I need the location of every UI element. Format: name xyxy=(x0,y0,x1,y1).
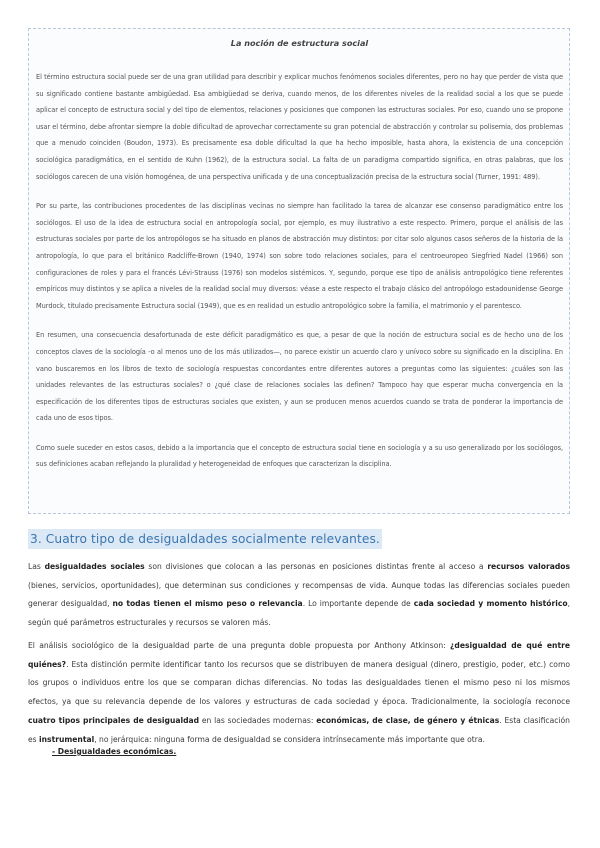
text-run: . Esta distinción permite identificar tanto los recursos que se distribuyen de manera desigual (dinero, prestigio, poder, etc.) como los grupos o individuos entre los que se comparan dichas diferencias. No todas las desigualdades tienen el mismo peso ni los mismos efectos, ya que su relevancia depende de los valores y estructuras de cada sociedad y época. Tradicionalmente, la sociología reconoce xyxy=(28,659,570,707)
bold-text: instrumental xyxy=(39,734,95,744)
box-title: La noción de estructura social xyxy=(230,38,369,48)
box-paragraph: Por su parte, las contribuciones procedentes de las disciplinas vecinas no siempre han facilitado la tarea de alcanzar ese consenso paradigmático entre los sociólogos. El uso de la idea de estructura social en antropología social, por ejemplo, es muy ilustrativo a este respecto. Primero, porque el análisis de las estructuras sociales por parte de los antropólogos se ha situado en planos de abstracción muy distintos: por citar solo algunos casos señeros de la historia de la antropología, lo que para el británico Radcliffe-Brown (1940, 1974) son sobre todo relaciones sociales, para el centroeuropeo Siegfried Nadel (1966) son configuraciones de roles y para el francés Lévi-Strauss (1976) son modelos sistémicos. Y, segundo, porque ese tipo de análisis antropológico tiene referentes empíricos muy distintos y se aplica a niveles de la realidad social muy diversos: véase a este respecto el trabajo clásico del antropólogo estadounidense George Murdock, titulado precisamente Estructura social (1949), que es en realidad un estudio antropológico sobre la familia, el matrimonio y el parentesco. xyxy=(36,202,563,310)
box-paragraph: En resumen, una consecuencia desafortunada de este déficit paradigmático es que, a pesar de que la noción de estructura social es de hecho uno de los conceptos claves de la sociología -o al menos uno de los más utilizados—, no parece existir un acuerdo claro y unívoco sobre su significado en la disciplina. En vano buscaremos en los libros de texto de sociología respuestas concordantes entre diferentes autores a preguntas como las siguientes: ¿cuáles son las unidades relevantes de las estructuras sociales? o ¿qué clase de relaciones sociales las definen? Tampoco hay que esperar mucha convergencia en la especificación de los diferentes tipos de estructuras sociales que existen, y aun se producen menos acuerdos cuando se trata de ponderar la importancia de cada uno de esos tipos. xyxy=(36,331,563,423)
text-run: son divisiones que colocan a las personas en posiciones distintas frente al acceso a xyxy=(144,562,488,571)
subheading-economic: - Desigualdades económicas. xyxy=(52,747,177,756)
bold-text: ¿desigualdad de qué entre quiénes? xyxy=(28,641,570,669)
box-paragraph: El término estructura social puede ser de una gran utilidad para describir y explicar muchos fenómenos sociales diferentes, pero no hay que perder de vista que su significado contiene bastante ambigüedad. Esa ambigüedad se deriva, cuando menos, de los diferentes niveles de la realidad social a los que se puede aplicar el concepto de estructura social y del tipo de elementos, relaciones y posiciones que componen las estructuras sociales. Por eso, cuando uno se propone usar el término, debe afrontar siempre la doble dificultad de aprovechar correctamente su gran potencial de abstracción y controlar su polisemia, dos problemas que a menudo coinciden (Boudon, 1973). Es precisamente esa doble dificultad la que ha hecho imposible, hasta ahora, la existencia de una concepción sociológica paradigmática, en el sentido de Kuhn (1962), de la estructura social. La falta de un paradigma compartido significa, en otras palabras, que los sociólogos carecen de una visión homogénea, de una perspectiva unificada y de una conceptualización precisa de la estructura social (Turner, 1991: 489). xyxy=(36,73,563,181)
body-paragraph-1 xyxy=(28,558,570,633)
text-run: , según qué parámetros estructurales y recursos se valoren más. xyxy=(28,599,570,628)
text-run: en las sociedades modernas: xyxy=(199,715,317,725)
text-run: Las xyxy=(28,562,45,571)
text-run: , no jerárquica: ninguna forma de desigualdad se considera intrínsecamente más importante que otra. xyxy=(94,734,485,744)
bold-text: desigualdades sociales xyxy=(44,562,145,571)
bold-text: no todas tienen el mismo peso o relevancia xyxy=(112,599,303,609)
section-heading: 3. Cuatro tipo de desigualdades socialmente relevantes. xyxy=(28,529,382,549)
box-paragraph: Como suele suceder en estos casos, debido a la importancia que el concepto de estructura social tiene en sociología y a su uso generalizado por los sociólogos, sus definiciones acaban reflejando la pluralidad y heterogeneidad de enfoques que caracterizan la disciplina. xyxy=(36,443,563,469)
text-run: . Lo importante depende de xyxy=(302,599,414,609)
text-run: (bienes, servicios, oportunidades), que determinan sus condiciones y recompensas de vida. Aunque todas las diferencias sociales pueden generar desigualdad, xyxy=(28,580,570,609)
bold-text: cuatro tipos principales de desigualdad xyxy=(28,715,200,725)
bold-text: recursos valorados xyxy=(487,562,570,571)
body-paragraph-2 xyxy=(28,637,570,749)
bold-text: cada sociedad y momento histórico xyxy=(413,599,568,609)
text-run: El análisis sociológico de la desigualdad parte de una pregunta doble propuesta por Anthony Atkinson: xyxy=(28,641,451,650)
text-box xyxy=(28,28,570,514)
bold-text: económicas, de clase, de género y étnicas xyxy=(316,715,500,725)
text-run: . Esta clasificación es xyxy=(28,715,570,744)
